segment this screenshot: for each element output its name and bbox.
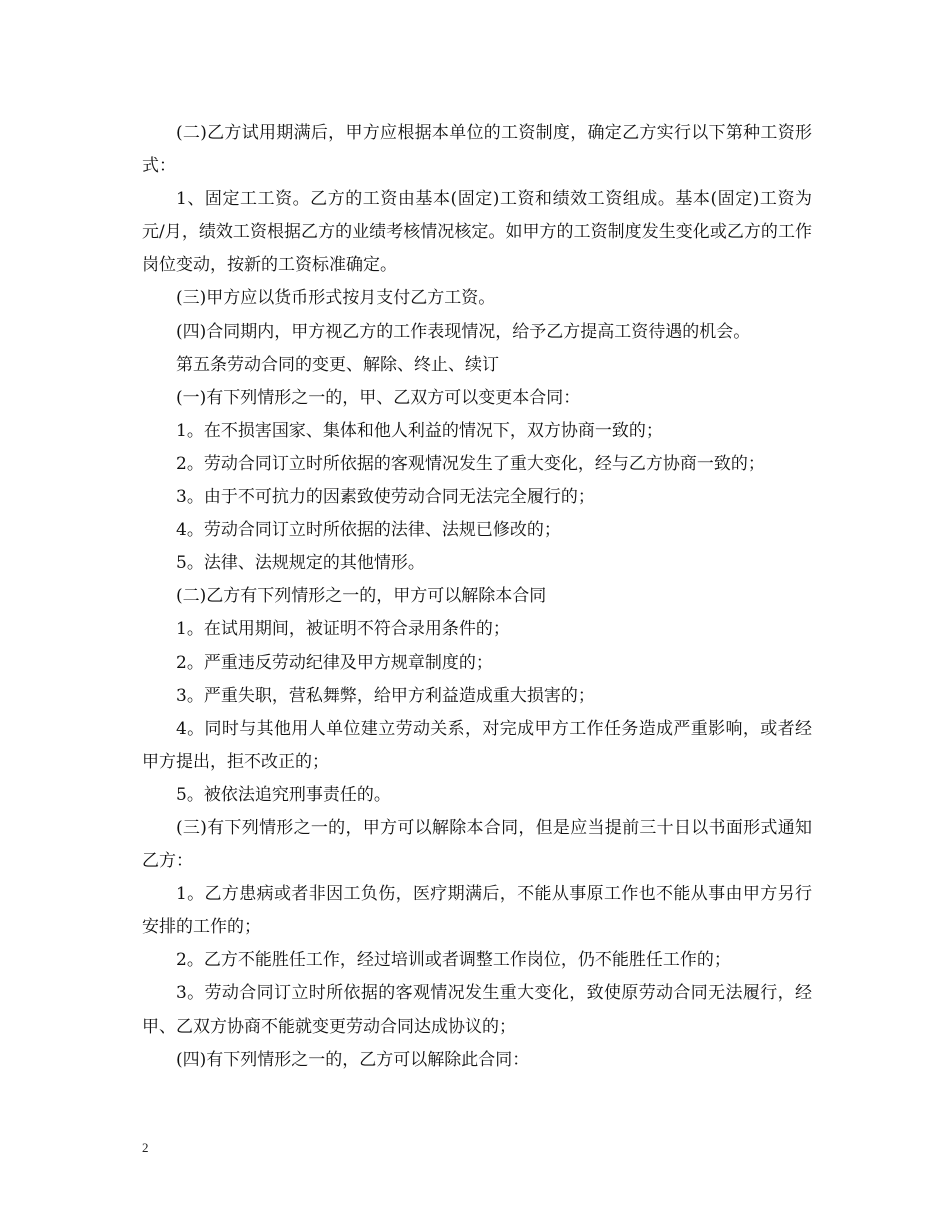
paragraph: 1、固定工工资。乙方的工资由基本(固定)工资和绩效工资组成。基本(固定)工资为元/月，绩效工资根据乙方的业绩考核情况核定。如甲方的工资制度发生变化或乙方的工作岗位变动，按新的工资标准确定。 (142, 189, 812, 276)
paragraph: (二)乙方试用期满后，甲方应根据本单位的工资制度，确定乙方实行以下第种工资形式： (142, 123, 812, 177)
paragraph: (四)有下列情形之一的，乙方可以解除此合同： (176, 1049, 530, 1070)
list-item: 1。乙方患病或者非因工负伤，医疗期满后，不能从事原工作也不能从事由甲方另行安排的工作的； (142, 884, 812, 938)
paragraph: (四)合同期内，甲方视乙方的工作表现情况，给予乙方提高工资待遇的机会。 (176, 321, 751, 342)
list-item: 2。劳动合同订立时所依据的客观情况发生了重大变化，经与乙方协商一致的； (176, 453, 765, 474)
list-item: 3。由于不可抗力的因素致使劳动合同无法完全履行的； (176, 487, 595, 508)
article-heading: 第五条劳动合同的变更、解除、终止、续订 (176, 354, 499, 375)
list-item: 2。乙方不能胜任工作，经过培训或者调整工作岗位，仍不能胜任工作的； (176, 950, 731, 971)
list-item: 4。同时与其他用人单位建立劳动关系，对完成甲方工作任务造成严重影响，或者经甲方提出，拒不改正的； (142, 718, 812, 772)
list-item: 1。在不损害国家、集体和他人利益的情况下，双方协商一致的； (176, 420, 663, 441)
page-number: 2 (142, 1140, 149, 1155)
document-body (142, 117, 812, 1077)
list-item: 3。劳动合同订立时所依据的客观情况发生重大变化，致使原劳动合同无法履行，经甲、乙双方协商不能就变更劳动合同达成协议的； (142, 983, 812, 1037)
paragraph: (二)乙方有下列情形之一的，甲方可以解除本合同 (176, 586, 547, 607)
paragraph: (三)有下列情形之一的，甲方可以解除本合同，但是应当提前三十日以书面形式通知乙方： (142, 817, 812, 872)
list-item: 4。劳动合同订立时所依据的法律、法规已修改的； (176, 520, 561, 541)
list-item: 1。在试用期间，被证明不符合录用条件的； (176, 619, 510, 640)
paragraph: (三)甲方应以货币形式按月支付乙方工资。 (176, 288, 496, 309)
list-item: 5。被依法追究刑事责任的。 (176, 784, 391, 805)
list-item: 2。严重违反劳动纪律及甲方规章制度的； (176, 652, 493, 673)
paragraph: (一)有下列情形之一的，甲、乙双方可以变更本合同： (176, 387, 581, 408)
list-item: 5。法律、法规规定的其他情形。 (176, 553, 425, 574)
list-item: 3。严重失职，营私舞弊，给甲方利益造成重大损害的； (176, 685, 595, 706)
